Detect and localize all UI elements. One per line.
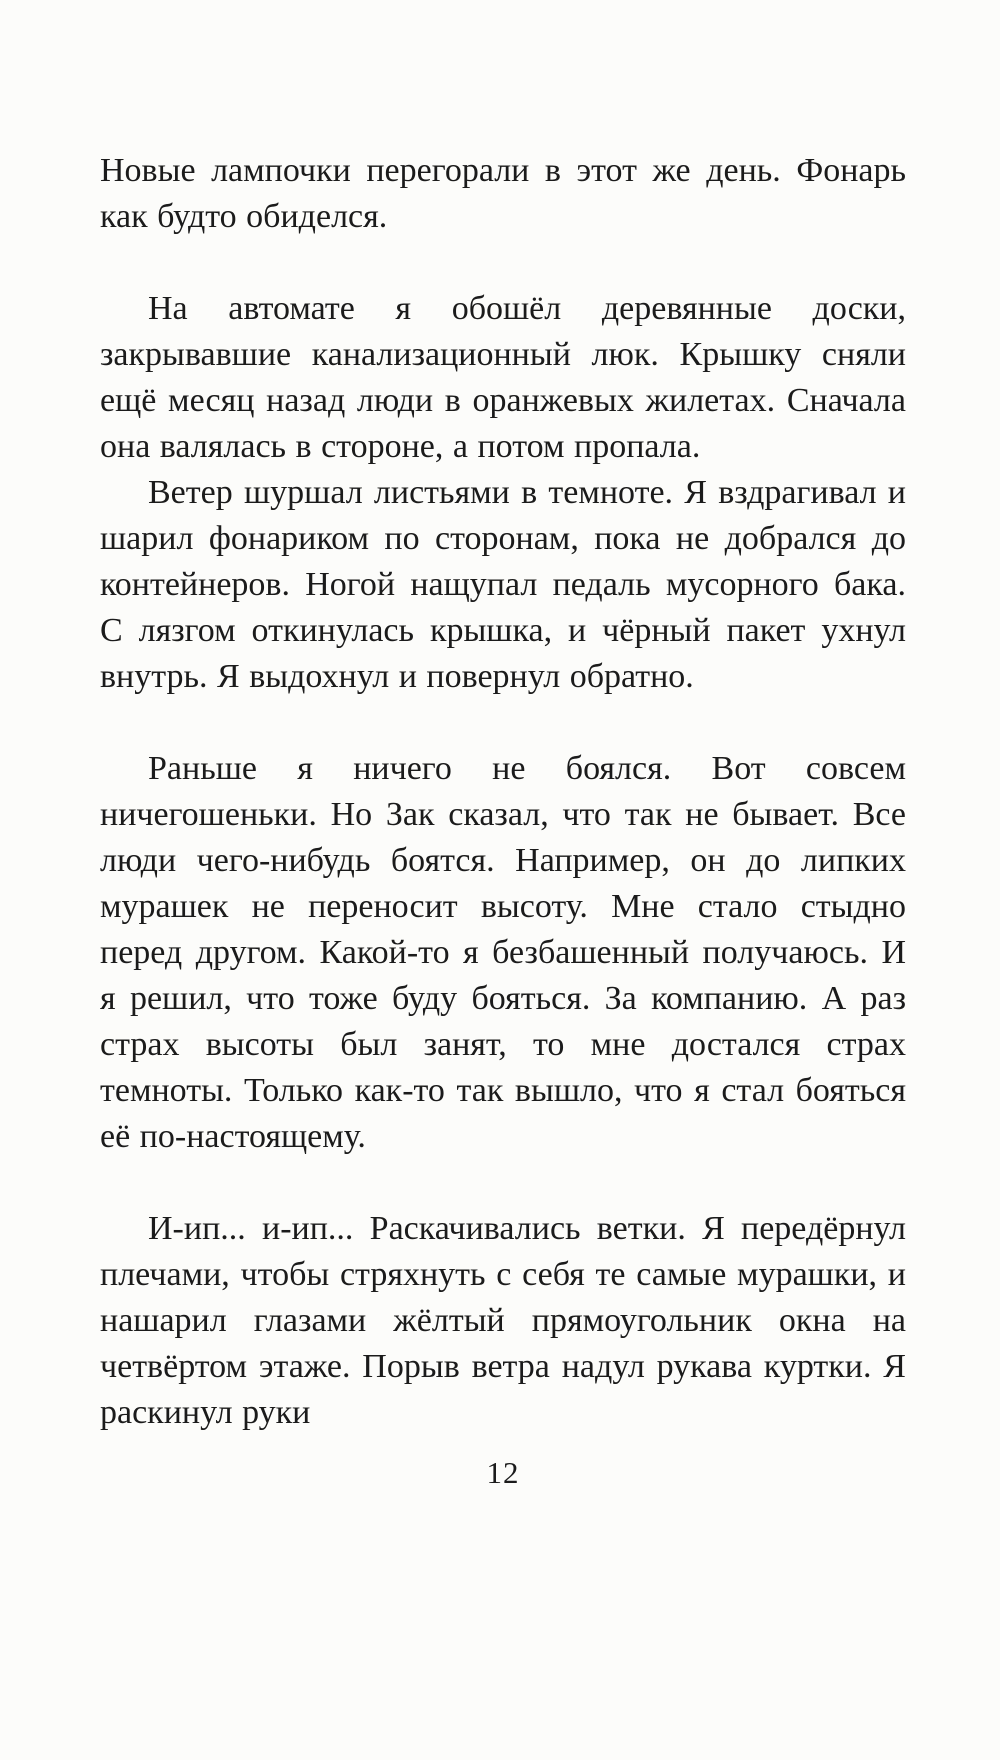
text-block <box>100 148 906 1436</box>
paragraph-block <box>100 746 906 1160</box>
paragraph-block <box>100 286 906 700</box>
paragraph: И-ип... и-ип... Раскачивались ветки. Я передёрнул плечами, чтобы стряхнуть с себя те самые мурашки, и нашарил глазами жёлтый прямоугольник окна на четвёртом этаже. Порыв ветра надул рукава куртки. Я раскинул руки <box>100 1210 906 1431</box>
paragraph: Ветер шуршал листьями в темноте. Я вздрагивал и шарил фонариком по сторонам, пока не добрался до контейнеров. Ногой нащупал педаль мусорного бака. С лязгом откинулась крышка, и чёрный пакет ухнул внутрь. Я выдохнул и повернул обратно. <box>100 474 906 695</box>
paragraph: Раньше я ничего не боялся. Вот совсем ничегошеньки. Но Зак сказал, что так не бывает. Все люди чего-нибудь боятся. Например, он до липких мурашек не переносит высоту. Мне стало стыдно перед другом. Какой-то я безбашенный получаюсь. И я решил, что тоже буду бояться. За компанию. А раз страх высоты был занят, то мне достался страх темноты. Только как-то так вышло, что я стал бояться её по-настоящему. <box>100 750 906 1155</box>
paragraph-block <box>100 148 906 240</box>
page-number: 12 <box>486 1455 520 1490</box>
paragraph: Новые лампочки перегорали в этот же день. Фонарь как будто обиделся. <box>100 152 906 235</box>
paragraph: На автомате я обошёл деревянные доски, закрывавшие канализационный люк. Крышку сняли ещё месяц назад люди в оранжевых жилетах. Сначала она валялась в стороне, а потом пропала. <box>100 290 906 465</box>
paragraph-block <box>100 1206 906 1436</box>
